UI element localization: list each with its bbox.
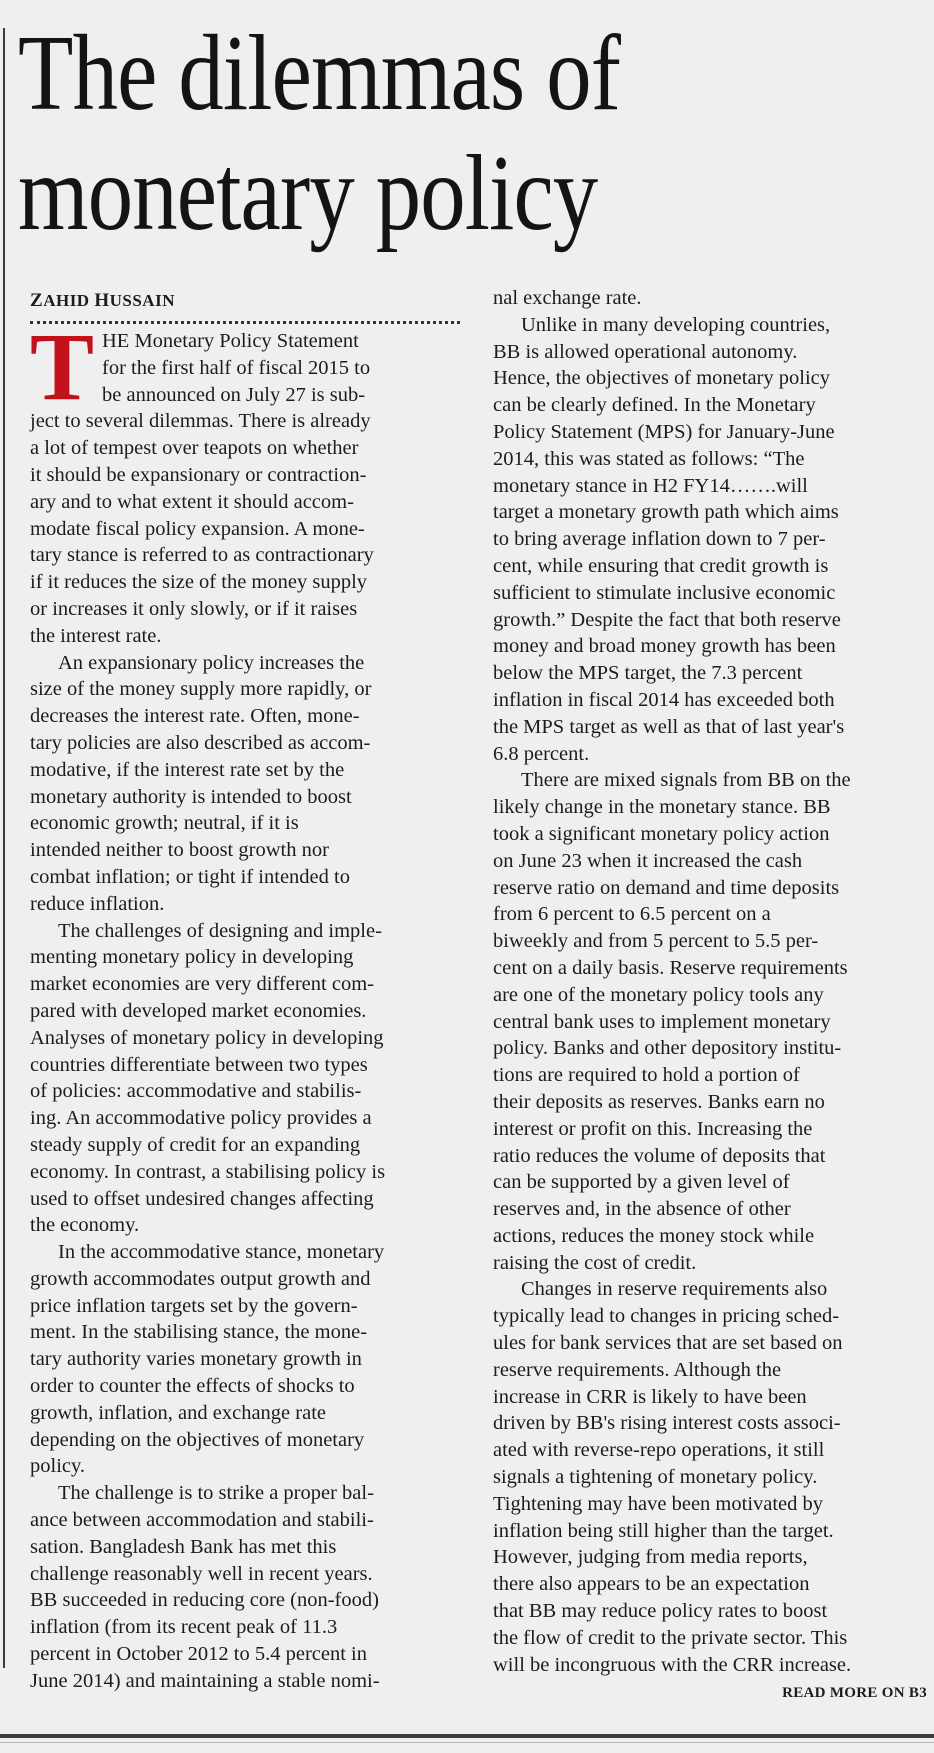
text-line: the interest rate. — [30, 624, 162, 647]
text-line: Policy Statement (MPS) for January-June — [493, 420, 835, 443]
text-line: a lot of tempest over teapots on whether — [30, 437, 359, 460]
text-line: economy. In contrast, a stabilising policy is — [30, 1160, 386, 1183]
text-line: 6.8 percent. — [493, 742, 590, 765]
text-line: took a significant monetary policy action — [493, 822, 830, 845]
right-column — [493, 285, 931, 1706]
text-line: economic growth; neutral, if it is — [30, 812, 299, 835]
left-column — [30, 285, 460, 1695]
text-line: growth.” Despite the fact that both reserve — [493, 608, 841, 631]
drop-cap: T — [30, 313, 95, 420]
headline-line-2: monetary policy — [18, 134, 598, 253]
text-line: challenge reasonably well in recent years. — [30, 1562, 373, 1585]
text-line: order to counter the effects of shocks to — [30, 1375, 355, 1398]
text-line: used to offset undesired changes affecting — [30, 1187, 374, 1210]
text-line: increase in CRR is likely to have been — [493, 1385, 807, 1408]
text-line: tary authority varies monetary growth in — [30, 1348, 362, 1371]
text-line: the MPS target as well as that of last year's — [493, 715, 845, 738]
text-line: the economy. — [30, 1214, 140, 1237]
text-line: there also appears to be an expectation — [493, 1573, 810, 1596]
right-column-body — [493, 285, 931, 1678]
text-line: likely change in the monetary stance. BB — [493, 796, 831, 819]
text-line: pared with developed market economies. — [30, 999, 367, 1022]
text-line: policy. Banks and other depository institu- — [493, 1037, 842, 1060]
lead-line: for the first half of fiscal 2015 to — [102, 356, 371, 379]
text-line: cent on a daily basis. Reserve requirements — [493, 956, 848, 979]
text-line: ratio reduces the volume of deposits that — [493, 1144, 826, 1167]
text-line: will be incongruous with the CRR increase. — [493, 1653, 852, 1676]
text-line: depending on the objectives of monetary — [30, 1428, 365, 1451]
paragraph-first-line: There are mixed signals from BB on the — [521, 769, 851, 792]
text-line: from 6 percent to 6.5 percent on a — [493, 903, 771, 926]
text-line: ment. In the stabilising stance, the mone- — [30, 1321, 368, 1344]
read-more-link[interactable]: READ MORE ON B3 — [782, 1685, 927, 1702]
text-line: tions are required to hold a portion of — [493, 1064, 800, 1087]
text-line: biweekly and from 5 percent to 5.5 per- — [493, 930, 819, 953]
bottom-rule-thin — [0, 1742, 934, 1743]
paragraph-first-line: An expansionary policy increases the — [58, 651, 365, 674]
text-line: reduce inflation. — [30, 892, 165, 915]
text-line: Analyses of monetary policy in developing — [30, 1026, 384, 1049]
text-line: if it reduces the size of the money supply — [30, 571, 368, 594]
text-line: 2014, this was stated as follows: “The — [493, 447, 805, 470]
paragraph-first-line: In the accommodative stance, monetary — [58, 1241, 385, 1264]
text-line: on June 23 when it increased the cash — [493, 849, 803, 872]
text-line: of policies: accommodative and stabilis- — [30, 1080, 362, 1103]
text-line: sation. Bangladesh Bank has met this — [30, 1535, 337, 1558]
text-line: size of the money supply more rapidly, or — [30, 678, 372, 701]
text-line: below the MPS target, the 7.3 percent — [493, 662, 803, 685]
paragraph-first-line: The challenges of designing and imple- — [58, 919, 382, 942]
text-line: inflation (from its recent peak of 11.3 — [30, 1616, 338, 1639]
text-line: June 2014) and maintaining a stable nomi- — [30, 1669, 380, 1692]
text-line: Hence, the objectives of monetary policy — [493, 367, 830, 390]
text-line: that BB may reduce policy rates to boost — [493, 1600, 828, 1623]
text-line: market economies are very different com- — [30, 973, 374, 996]
text-line: inflation in fiscal 2014 has exceeded both — [493, 688, 835, 711]
text-line: price inflation targets set by the govern- — [30, 1294, 358, 1317]
text-line: driven by BB's rising interest costs associ- — [493, 1412, 841, 1435]
text-line: inflation being still higher than the target. — [493, 1519, 834, 1542]
text-line: monetary authority is intended to boost — [30, 785, 352, 808]
text-line: target a monetary growth path which aims — [493, 501, 839, 524]
text-line: intended neither to boost growth nor — [30, 839, 329, 862]
text-line: countries differentiate between two types — [30, 1053, 368, 1076]
text-line: reserve requirements. Although the — [493, 1358, 782, 1381]
text-line: their deposits as reserves. Banks earn no — [493, 1090, 825, 1113]
bottom-rule — [0, 1734, 934, 1738]
text-line: are one of the monetary policy tools any — [493, 983, 824, 1006]
text-line: growth, inflation, and exchange rate — [30, 1401, 326, 1424]
text-line: steady supply of credit for an expanding — [30, 1133, 361, 1156]
text-line: reserves and, in the absence of other — [493, 1198, 791, 1221]
lead-line: HE Monetary Policy Statement — [102, 330, 359, 352]
text-line: combat inflation; or tight if intended to — [30, 865, 350, 888]
text-line: can be clearly defined. In the Monetary — [493, 394, 816, 417]
text-line: ject to several dilemmas. There is already — [30, 410, 371, 433]
text-line: BB succeeded in reducing core (non-food) — [30, 1589, 379, 1612]
text-line: money and broad money growth has been — [493, 635, 836, 658]
text-line: interest or profit on this. Increasing the — [493, 1117, 813, 1140]
text-line: percent in October 2012 to 5.4 percent in — [30, 1643, 367, 1666]
text-line: modative, if the interest rate set by the — [30, 758, 345, 781]
text-line: policy. — [30, 1455, 86, 1478]
text-line: sufficient to stimulate inclusive economic — [493, 581, 836, 604]
text-line: Tightening may have been motivated by — [493, 1492, 824, 1515]
text-line: actions, reduces the money stock while — [493, 1224, 815, 1247]
text-line: decreases the interest rate. Often, mone- — [30, 705, 360, 728]
page-left-rule — [3, 28, 5, 1668]
text-line: signals a tightening of monetary policy. — [493, 1466, 818, 1489]
text-line: tary policies are also described as accom- — [30, 731, 371, 754]
paragraph-first-line: Unlike in many developing countries, — [521, 313, 831, 336]
text-line: can be supported by a given level of — [493, 1171, 790, 1194]
text-line: ules for bank services that are set based on — [493, 1332, 843, 1355]
text-line: typically lead to changes in pricing sched- — [493, 1305, 840, 1328]
lead-line: be announced on July 27 is sub- — [102, 383, 366, 406]
text-line: cent, while ensuring that credit growth is — [493, 554, 829, 577]
text-line: menting monetary policy in developing — [30, 946, 354, 969]
text-line: BB is allowed operational autonomy. — [493, 340, 798, 363]
left-column-body — [30, 408, 460, 1694]
text-line: nal exchange rate. — [493, 287, 642, 309]
text-line: monetary stance in H2 FY14…….will — [493, 474, 808, 497]
text-line: growth accommodates output growth and — [30, 1267, 371, 1290]
text-line: ing. An accommodative policy provides a — [30, 1107, 372, 1130]
paragraph-first-line: Changes in reserve requirements also — [521, 1278, 828, 1301]
text-line: ary and to what extent it should accom- — [30, 490, 354, 513]
text-line: to bring average inflation down to 7 per- — [493, 528, 826, 551]
text-line: tary stance is referred to as contractionary — [30, 544, 374, 567]
byline: ZAHID HUSSAIN — [30, 290, 175, 311]
headline — [18, 14, 782, 254]
text-line: the flow of credit to the private sector. This — [493, 1626, 848, 1649]
text-line: or increases it only slowly, or if it raises — [30, 597, 358, 620]
text-line: raising the cost of credit. — [493, 1251, 697, 1274]
headline-line-1: The dilemmas of — [18, 14, 621, 133]
text-line: central bank uses to implement monetary — [493, 1010, 831, 1033]
text-line: modate fiscal policy expansion. A mone- — [30, 517, 365, 540]
text-line: ated with reverse-repo operations, it still — [493, 1439, 825, 1462]
text-line: reserve ratio on demand and time deposits — [493, 876, 840, 899]
lead-paragraph-start — [30, 313, 460, 420]
text-line: it should be expansionary or contraction- — [30, 463, 367, 486]
text-line: ance between accommodation and stabili- — [30, 1509, 374, 1532]
dotted-divider — [30, 321, 460, 324]
paragraph-first-line: The challenge is to strike a proper bal- — [58, 1482, 374, 1505]
text-line: However, judging from media reports, — [493, 1546, 808, 1569]
